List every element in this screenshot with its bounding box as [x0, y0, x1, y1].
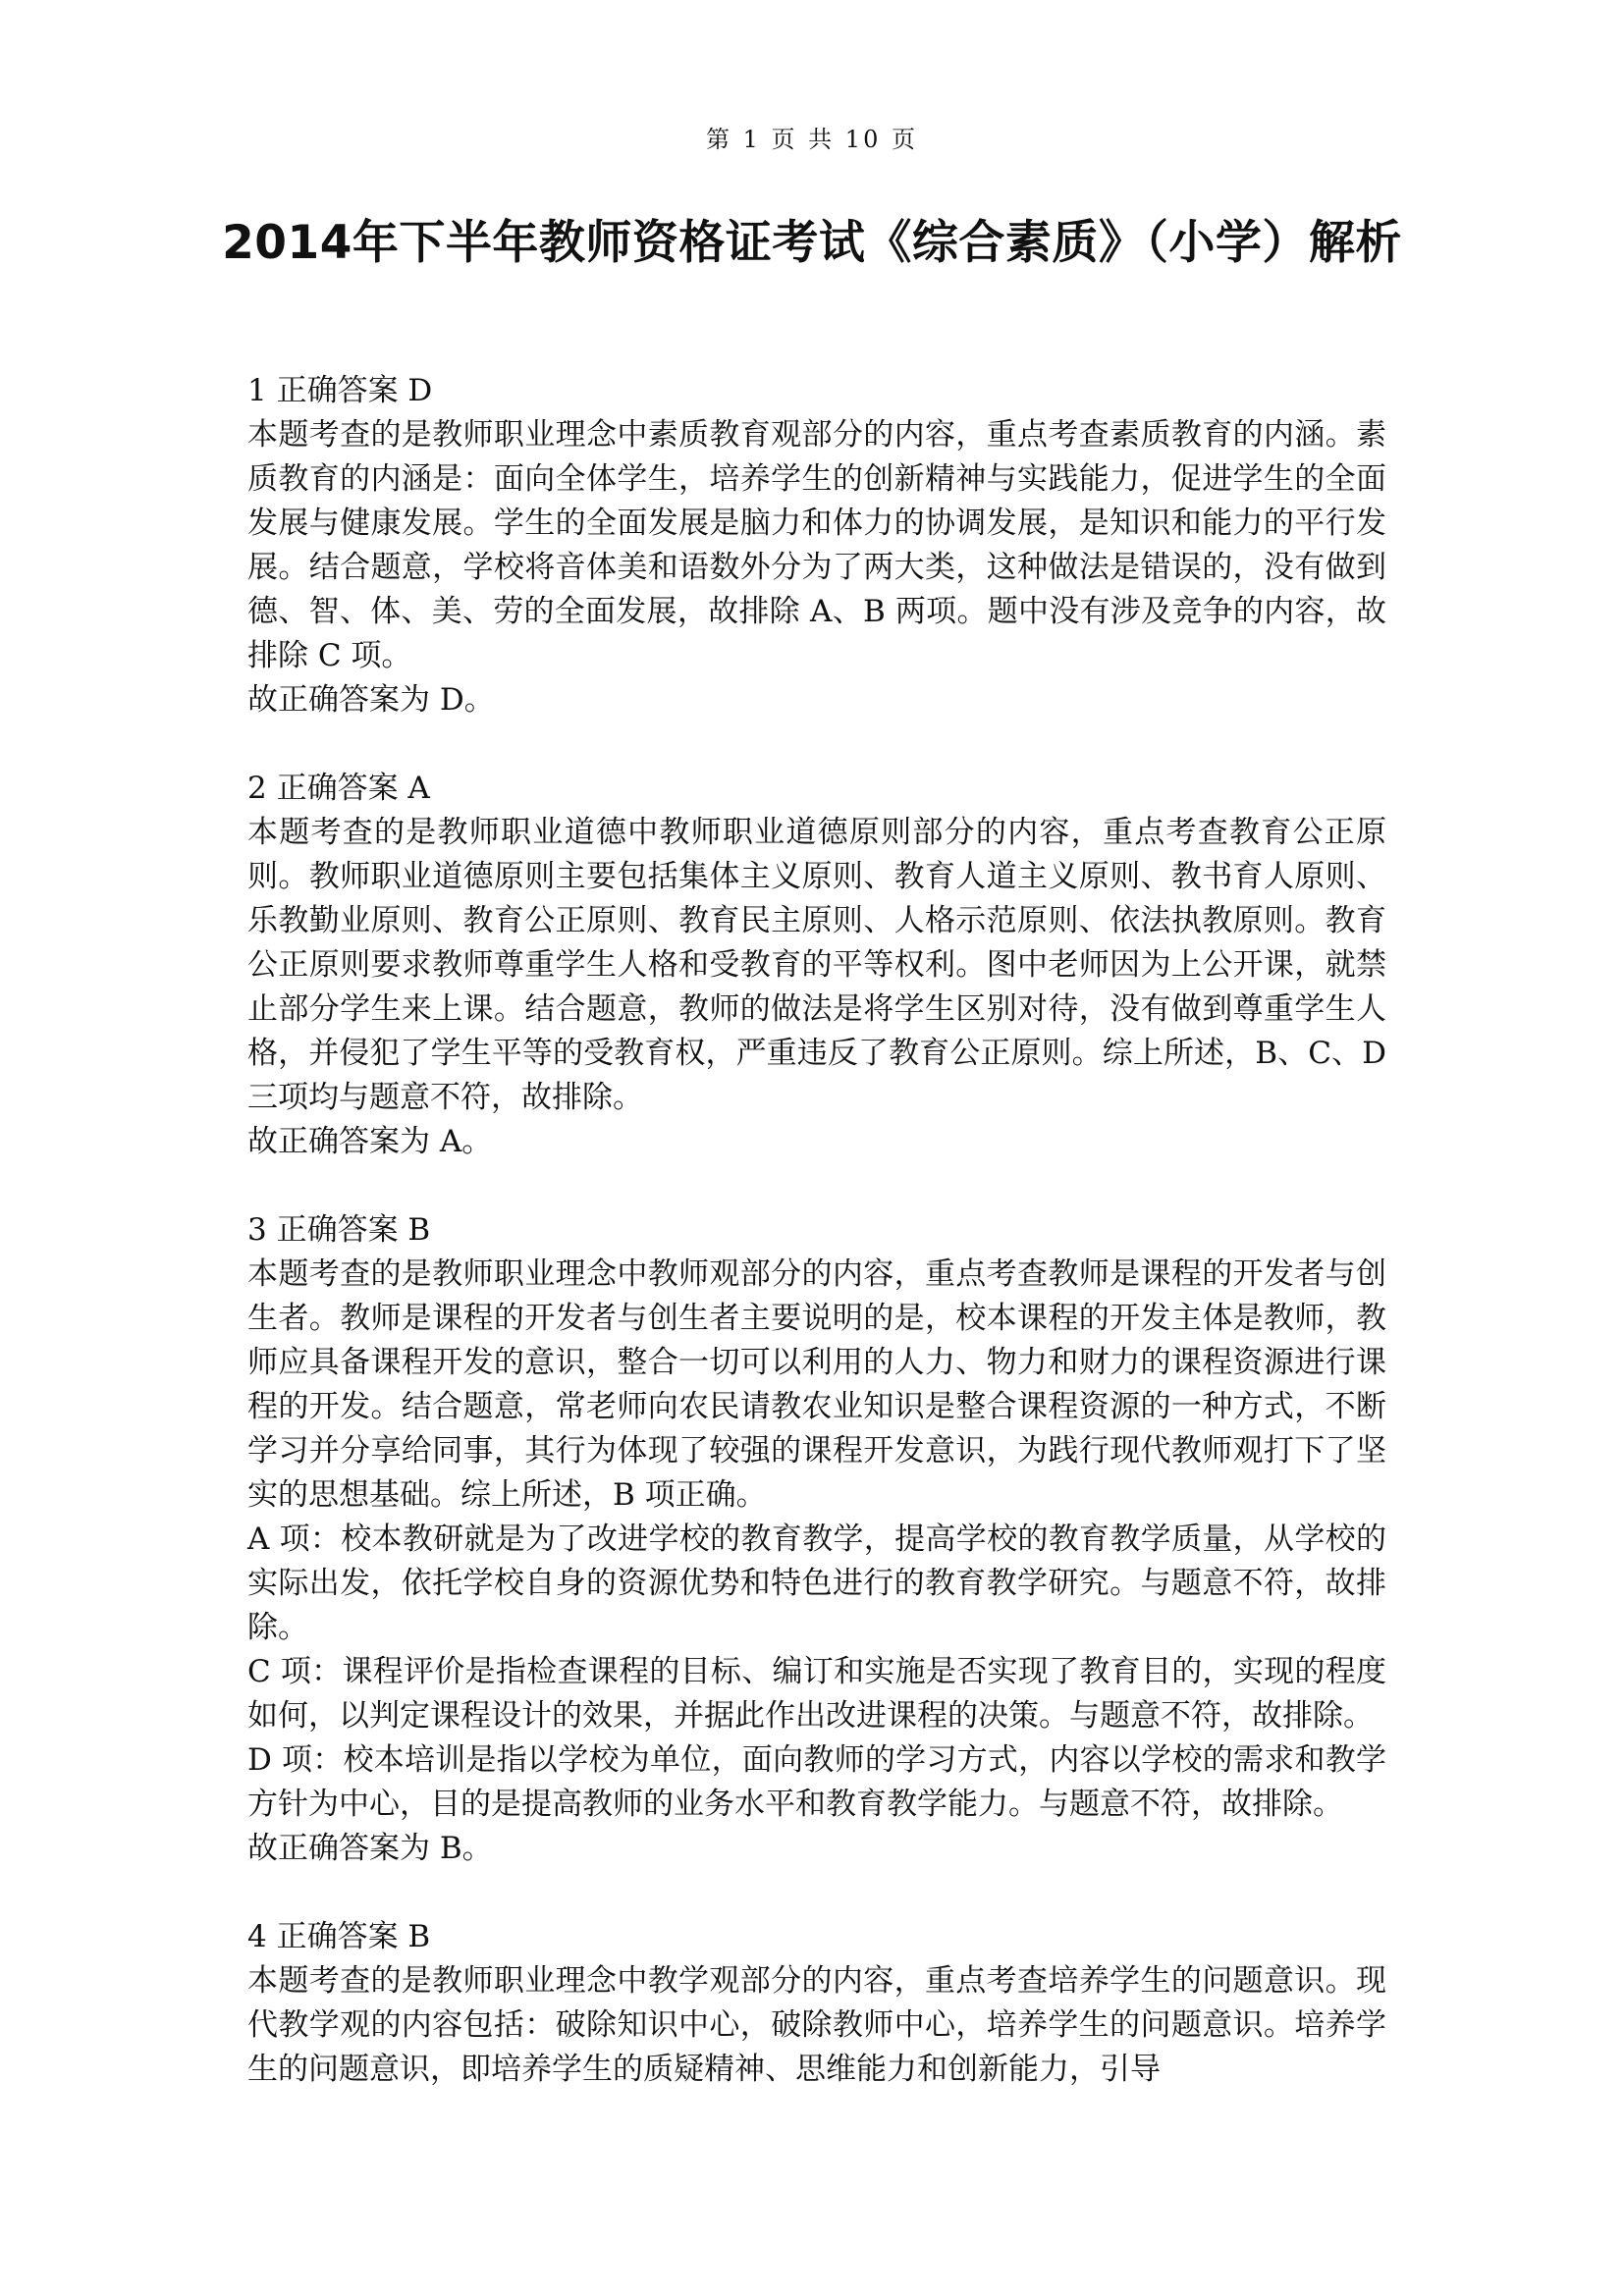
page-indicator: 第 1 页 共 10 页: [706, 126, 918, 153]
explanation-paragraph: 本题考查的是教师职业理念中素质教育观部分的内容，重点考查素质教育的内涵。素质教育的内涵是：面向全体学生，培养学生的创新精神与实践能力，促进学生的全面发展与健康发展。学生的全面发展是脑力和体力的协调发展，是知识和能力的平行发展。结合题意，学校将音体美和语数外分为了两大类，这种做法是错误的，没有做到德、智、体、美、劳的全面发展，故排除 A、B 两项。题中没有涉及竞争的内容，故排除 C 项。: [247, 417, 1386, 673]
option-c-paragraph: C 项：课程评价是指检查课程的目标、编订和实施是否实现了教育目的，实现的程度如何，以判定课程设计的效果，并据此作出改进课程的决策。与题意不符，故排除。: [247, 1654, 1386, 1734]
document-title: 2014年下半年教师资格证考试《综合素质》（小学）解析: [222, 216, 1402, 270]
explanation-paragraph: 本题考查的是教师职业道德中教师职业道德原则部分的内容，重点考查教育公正原则。教师职业道德原则主要包括集体主义原则、教育人道主义原则、教书育人原则、乐教勤业原则、教育公正原则、教育民主原则、人格示范原则、依法执教原则。教育公正原则要求教师尊重学生人格和受教育的平等权利。图中老师因为上公开课，就禁止部分学生来上课。结合题意，教师的做法是将学生区别对待，没有做到尊重学生人格，并侵犯了学生平等的受教育权，严重违反了教育公正原则。综上所述，B、C、D 三项均与题意不符，故排除。: [247, 815, 1386, 1115]
answer-block-2: [247, 767, 1386, 1164]
answer-heading: 3 正确答案 B: [247, 1212, 431, 1248]
answer-block-3: [247, 1208, 1386, 1871]
conclusion-paragraph: 故正确答案为 D。: [247, 682, 495, 718]
option-a-paragraph: A 项：校本教研就是为了改进学校的教育教学，提高学校的教育教学质量，从学校的实际出发，依托学校自身的资源优势和特色进行的教育教学研究。与题意不符，故排除。: [247, 1522, 1386, 1645]
answer-heading: 1 正确答案 D: [247, 373, 433, 408]
conclusion-paragraph: 故正确答案为 B。: [247, 1831, 493, 1866]
explanation-paragraph: 本题考查的是教师职业理念中教学观部分的内容，重点考查培养学生的问题意识。现代教学观的内容包括：破除知识中心，破除教师中心，培养学生的问题意识。培养学生的问题意识，即培养学生的质疑精神、思维能力和创新能力，引导: [247, 1963, 1386, 2087]
explanation-paragraph: 本题考查的是教师职业理念中教师观部分的内容，重点考查教师是课程的开发者与创生者。教师是课程的开发者与创生者主要说明的是，校本课程的开发主体是教师，教师应具备课程开发的意识，整合一切可以利用的人力、物力和财力的课程资源进行课程的开发。结合题意，常老师向农民请教农业知识是整合课程资源的一种方式，不断学习并分享给同事，其行为体现了较强的课程开发意识，为践行现代教师观打下了坚实的思想基础。综上所述，B 项正确。: [247, 1256, 1386, 1513]
conclusion-paragraph: 故正确答案为 A。: [247, 1124, 493, 1159]
document-body: [247, 369, 1386, 2136]
answer-block-1: [247, 369, 1386, 722]
option-d-paragraph: D 项：校本培训是指以学校为单位，面向教师的学习方式，内容以学校的需求和教学方针为中心，目的是提高教师的业务水平和教育教学能力。与题意不符，故排除。: [247, 1742, 1386, 1822]
answer-block-4: [247, 1915, 1386, 2092]
answer-heading: 4 正确答案 B: [247, 1919, 431, 1954]
answer-heading: 2 正确答案 A: [247, 771, 430, 806]
